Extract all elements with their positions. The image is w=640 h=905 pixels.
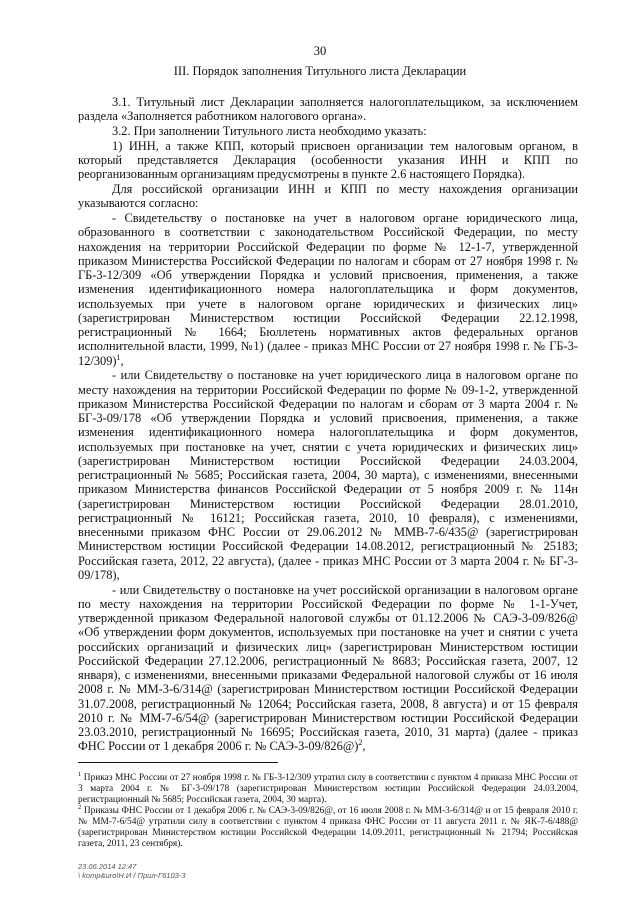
paragraph-form-1-1-uchet-tail: , — [362, 739, 366, 754]
paragraph-form-1-1-uchet — [78, 583, 578, 754]
footnote-separator — [78, 762, 278, 763]
footnote-2-text: Приказы ФНС России от 1 декабря 2006 г. № САЭ-3-09/826@, от 16 июля 2008 г. № ММ-3-6/314@ и от 15 февраля 2010 г. № ММ-7-6/54@ утратили силу в соответствии с пунктом 4 приказа ФНС России от 11 августа 2011 г. № ЯК-7-6/488@ (зарегистрирован Министерством юстиции Российской Федерации 14.09.2011, регистрационный № 21794; Российская газета, 2011, 23 сентября). — [78, 806, 578, 849]
footnote-1-text: Приказ МНС России от 27 ноября 1998 г. № ГБ-3-12/309 утратил силу в соответствии с пунктом 4 приказа МНС России от 3 марта 2004 г. № БГ-3-09/178 (зарегистрирован Министерством юстиции Российской Федерации 24.03.2004, регистрационный № 5685; Российская газета, 2004, 30 марта). — [78, 773, 579, 805]
paragraph-form-12-1-7-tail: , — [120, 353, 124, 368]
paragraph-form-12-1-7-text: - Свидетельству о постановке на учет в налоговом органе юридического лица, образованного в соответствии с законодательством Российской Федерации, по месту нахождения на территории Российской Федерации по форме № 12-1-7, утвержденной приказом Министерства Российской Федерации по налогам и сборам от 27 ноября 1998 г. № ГБ-3-12/309 «Об утверждении Порядка и условий присвоения, применения, а также изменения идентификационного номера налогоплательщика и форм документов, используемых при учете в налоговом органе юридических и физических лиц» (зарегистрирован Министерством юстиции Российской Федерации 22.12.1998, регистрационный № 1664; Бюллетень нормативных актов федеральных органов исполнительной власти, 1999, №1) (далее - приказ МНС России от 27 ноября 1998 г. № ГБ-3-12/309) — [78, 211, 578, 368]
footnote-ref-1[interactable]: 1 — [116, 352, 121, 362]
section-heading: III. Порядок заполнения Титульного листа Декларации — [173, 64, 467, 78]
paragraph-form-1-1-uchet-text: - или Свидетельству о постановке на учет российской организации в налоговом органе по месту нахождения на территории Российской Федерации по форме № 1-1-Учет, утвержденной приказом Федеральной налоговой службы от 01.12.2006 № САЭ-3-09/826@ «Об утверждении форм документов, используемых при постановке на учет и снятии с учета российских организаций и физических лиц» (зарегистрирован Министерством юстиции Российской Федерации 27.12.2006, регистрационный № 8683; Российская газета, 2007, 12 января), с изменениями, внесенными приказами Федеральной налоговой службы от 16 июля 2008 г. № ММ-3-6/314@ (зарегистрирован Министерством юстиции Российской Федерации 31.07.2008, регистрационный № 12064; Российская газета, 2008, 8 августа) и от 15 февраля 2010 г. № ММ-7-6/54@ (зарегистрирован Министерством юстиции Российской Федерации 23.03.2010, регистрационный № 16695; Российская газета, 2010, 31 марта) (далее - приказ ФНС России от 1 декабря 2006 г. № САЭ-3-09/826@) — [78, 582, 578, 754]
page-number: 30 — [313, 44, 327, 58]
paragraph-3-1: 3.1. Титульный лист Декларации заполняется налогоплательщиком, за исключением раздела «Заполняется работником налогового органа». — [78, 95, 578, 124]
print-stamp-path: \ komp&uro\Н.И / Прил-Г6103-3 — [78, 870, 186, 880]
footnote-2 — [78, 803, 578, 850]
print-stamp-date: 23.06.2014 12:47 — [78, 862, 137, 871]
footnotes — [78, 770, 579, 850]
footnote-1-marker: 1 — [78, 770, 82, 778]
footnote-2-marker: 2 — [78, 803, 82, 811]
paragraph-inn-kpp: 1) ИНН, а также КПП, который присвоен организации тем налоговым органом, в который представляется Декларация (особенности указания ИНН и КПП по реорганизованным организациям предусмотрены в пункте 2.6 настоящего Порядка). — [78, 138, 578, 182]
print-stamp — [78, 863, 186, 880]
footnote-ref-2[interactable]: 2 — [358, 738, 363, 748]
paragraph-form-09-1-2: - или Свидетельству о постановке на учет юридического лица в налоговом органе по месту нахождения на территории Российской Федерации по форме № 09-1-2, утвержденной приказом Министерства Российской Федерации по налогам и сборам от 3 марта 2004 г. № БГ-3-09/178 «Об утверждении Порядка и условий присвоения, применения, а также изменения идентификационного номера налогоплательщика и форм документов, используемых при постановке на учет, снятии с учета юридических и физических лиц» (зарегистрирован Министерством юстиции Российской Федерации 24.03.2004, регистрационный № 5685; Российская газета, 2004, 30 марта), с изменениями, внесенными приказом Министерства финансов Российской Федерации от 5 ноября 2009 г. № 114н (зарегистрирован Министерством юстиции Российской Федерации 28.01.2010, регистрационный № 16121; Российская газета, 2010, 10 февраля), с изменениями, внесенными приказом ФНС России от 29.06.2012 № ММВ-7-6/435@ (зарегистрирован Министерством юстиции Российской Федерации 14.08.2012, регистрационный № 25183; Российская газета, 2012, 22 августа), (далее - приказ МНС России от 3 марта 2004 г. № БГ-3-09/178), — [78, 368, 578, 582]
paragraph-3-2: 3.2. При заполнении Титульного листа необходимо указать: — [112, 124, 427, 138]
paragraph-form-12-1-7 — [78, 211, 578, 368]
paragraph-according-to: Для российской организации ИНН и КПП по месту нахождения организации указываются согласно: — [78, 182, 578, 211]
footnote-1 — [78, 770, 579, 806]
body-text — [78, 95, 578, 754]
